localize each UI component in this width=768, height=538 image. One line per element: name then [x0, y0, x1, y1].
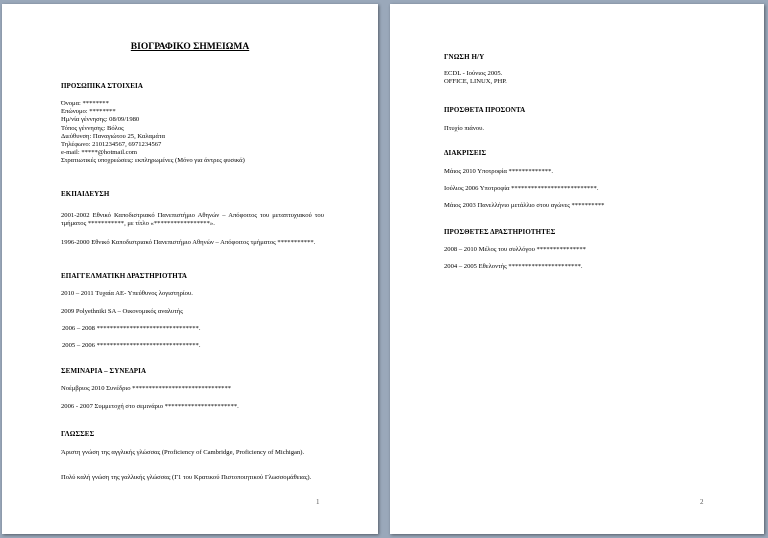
- page-number: 1: [316, 498, 320, 506]
- language-entry: Πολύ καλή γνώση της γαλλικής γλώσσας (Γ1 του Κρατικού Πιστοποιητικού Γλωσσομάθειας).: [61, 474, 312, 481]
- seminar-entry: 2006 - 2007 Συμμετοχή στο σεμινάριο **********************.: [61, 403, 239, 410]
- languages-heading: ΓΛΩΣΣΕΣ: [61, 430, 95, 438]
- work-entry: 2009 Polyethniki SA – Οικονομικός αναλυτής: [61, 308, 183, 315]
- computer-heading: ΓΝΩΣΗ Η/Υ: [444, 53, 485, 61]
- email-line: e-mail: *****@hotmail.com: [61, 149, 138, 157]
- birthdate-line: Ημ/νία γέννησης: 08/09/1980: [61, 116, 140, 124]
- education-heading: ΕΚΠΑΙΔΕΥΣΗ: [61, 190, 110, 198]
- surname-line: Επώνυμο: ********: [61, 108, 116, 116]
- personal-heading: ΠΡΟΣΩΠΙΚΑ ΣΤΟΙΧΕΙΑ: [61, 82, 143, 90]
- military-line: Στρατιωτικές υποχρεώσεις: εκπληρωμένες (Μόνο για άντρες φυσικά): [61, 157, 245, 165]
- work-entry: 2006 – 2008 *******************************.: [62, 325, 201, 332]
- work-entry: 2005 – 2006 *******************************.: [62, 342, 201, 349]
- document-title: ΒΙΟΓΡΑΦΙΚΟ ΣΗΜΕΙΩΜΑ: [130, 42, 250, 52]
- document-page-2: [390, 4, 764, 534]
- award-entry: Μάιος 2010 Υποτροφία *************.: [444, 168, 554, 175]
- page-number: 2: [700, 498, 704, 506]
- activity-entry: 2008 – 2010 Μέλος του συλλόγου ***************: [444, 246, 586, 253]
- awards-heading: ΔΙΑΚΡΙΣΕΙΣ: [444, 149, 487, 157]
- name-line: Όνομα: ********: [61, 100, 109, 107]
- personal-details: [61, 100, 351, 166]
- seminars-heading: ΣΕΜΙΝΑΡΙΑ – ΣΥΝΕΔΡΙΑ: [61, 367, 147, 375]
- activity-entry: 2004 – 2005 Εθελοντής **********************.: [444, 263, 583, 270]
- seminar-entry: Νοέμβριος 2010 Συνέδριο ******************************: [61, 385, 232, 392]
- birthplace-line: Τόπος γέννησης: Βόλος: [61, 124, 124, 132]
- language-entry: Άριστη γνώση της αγγλικής γλώσσας (Proficiency of Cambridge, Proficiency of Michigan).: [61, 449, 305, 456]
- extra-entry: Πτυχίο πιάνου.: [444, 125, 485, 132]
- work-heading: ΕΠΑΓΓΕΛΜΑΤΙΚΗ ΔΡΑΣΤΗΡΙΟΤΗΤΑ: [61, 272, 188, 280]
- software-line: OFFICE, LINUX, PHP.: [444, 78, 507, 86]
- award-entry: Ιούλιος 2006 Υποτροφία **************************.: [444, 185, 599, 192]
- award-entry: Μάιος 2003 Πανελλήνιο μετάλλιο στου αγώνες **********: [444, 202, 605, 209]
- ecdl-line: ECDL - Ιούνιος 2005.: [444, 70, 503, 77]
- work-entry: 2010 – 2011 Τυχαία ΑΕ- Υπεύθυνος λογιστηρίου.: [61, 290, 193, 297]
- activities-heading: ΠΡΟΣΘΕΤΕΣ ΔΡΑΣΤΗΡΙΟΤΗΤΕΣ: [444, 228, 556, 236]
- address-line: Διεύθυνση: Παναγιώτου 25, Καλαμάτα: [61, 132, 166, 140]
- education-entry: 1996-2000 Εθνικό Καποδιστριακό Πανεπιστήμιο Αθηνών – Απόφοιτος τμήματος ***********.: [61, 239, 316, 246]
- computer-skills: [444, 70, 704, 86]
- document-page-1: [2, 4, 378, 534]
- phone-line: Τηλέφωνο: 2101234567, 6971234567: [61, 141, 162, 149]
- extra-heading: ΠΡΟΣΘΕΤΑ ΠΡΟΣΟΝΤΑ: [444, 106, 526, 114]
- education-entry: 2001-2002 Εθνικό Καποδιστριακό Πανεπιστήμιο Αθηνών – Απόφοιτος του μεταπτυχιακού του τμήματος ***********, με τίτλο «*****************».: [61, 212, 324, 228]
